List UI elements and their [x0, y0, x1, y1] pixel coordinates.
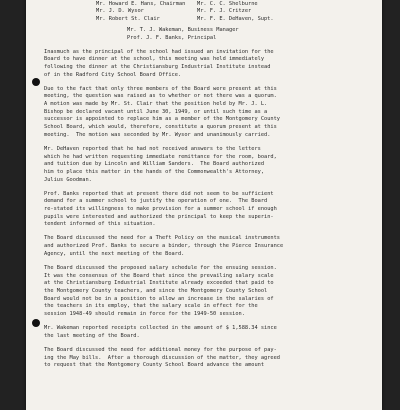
officer-line: Prof. J. F. Banks, Principal — [127, 34, 217, 41]
paragraph-line: at the Christiansburg Industrial Institute already exceeded that paid to — [44, 280, 274, 287]
member-name: Mr. Robert St. Clair — [96, 16, 160, 23]
paragraph-line: School Board, which would, therefore, constitute a quorum present at this — [44, 124, 277, 131]
paragraph-line: tendent informed of this situation. — [44, 221, 156, 228]
member-row — [44, 8, 374, 16]
paragraph-line: the Montgomery County teachers, and since the Montgomery County School — [44, 287, 268, 294]
paragraph-line: meeting. The motion was seconded by Mr. Wysor and unanimously carried. — [44, 131, 271, 138]
member-name: Mr. Howard E. Hans, Chairman — [96, 0, 186, 7]
member-name: Mr. J. D. Wysor — [96, 8, 144, 15]
paragraph-line: and authorized Prof. Banks to secure a binder, through the Pierce Insurance — [44, 243, 284, 250]
paragraph-line: Due to the fact that only three members of the Board were present at this — [44, 85, 277, 92]
paragraph-line: of in the Radford City School Board Office. — [44, 71, 182, 78]
binder-hole-mark — [32, 78, 40, 86]
paragraph-line: ing the May bills. After a thorough discussion of the matter, they agreed — [44, 354, 280, 361]
officers-list — [44, 27, 374, 42]
paragraph-line: The Board discussed the proposed salary schedule for the ensuing session. — [44, 264, 277, 271]
paragraph-line: Bishop be declared vacant until June 30, 1949, or until such time as a — [44, 108, 268, 115]
paragraph-line: Board would not be in a position to allow an increase in the salaries of — [44, 295, 274, 302]
members-list — [44, 1, 374, 24]
paragraph-line: following the dinner at the Christiansburg Industrial Institute instead — [44, 63, 271, 70]
paragraph-line: successor is appointed to replace him as a member of the Montgomery County — [44, 116, 280, 123]
minutes-body — [44, 49, 374, 370]
paragraph-line: re-stated its willingness to make provision for a summer school if enough — [44, 206, 277, 213]
member-row — [44, 1, 374, 9]
paragraph-line: the teachers in its employ, that the salary scale in effect for the — [44, 303, 258, 310]
paragraph-line: pupils were interested and authorized the principal to keep the superin- — [44, 213, 274, 220]
paragraph-line: Julius Goodman. — [44, 176, 92, 183]
binder-hole-mark — [32, 319, 40, 327]
minutes-paragraph — [44, 347, 374, 370]
paragraph-line: A motion was made by Mr. St. Clair that the position held by Mr. J. L. — [44, 101, 268, 108]
minutes-paragraph — [44, 86, 374, 140]
paragraph-line: Mr. DeHaven reported that he had not received answers to the letters — [44, 145, 261, 152]
minutes-paragraph — [44, 265, 374, 319]
member-name: Mr. F. E. DeHaven, Supt. — [197, 16, 274, 23]
minutes-paragraph — [44, 235, 374, 258]
document-page — [26, 0, 382, 410]
paragraph-line: session 1948-49 should remain in force for the 1949-50 session. — [44, 311, 245, 318]
paragraph-line: It was the consensus of the Board that since the prevailing salary scale — [44, 272, 274, 279]
member-row — [44, 16, 374, 24]
paragraph-line: Prof. Banks reported that at present there did not seem to be sufficient — [44, 190, 274, 197]
paragraph-line: him to place this matter in the hands of the Commonwealth's Attorney, — [44, 168, 265, 175]
minutes-paragraph — [44, 325, 374, 340]
paragraph-line: the last meeting of the Board. — [44, 332, 140, 339]
paragraph-line: The Board discussed the need for additional money for the purpose of pay- — [44, 346, 277, 353]
paragraph-line: demand for a summer school to justify the operation of one. The Board — [44, 198, 268, 205]
paragraph-line: which he had written requesting immediate remittance for the room, board, — [44, 153, 277, 160]
paragraph-line: Inasmuch as the principal of the school had issued an invitation for the — [44, 48, 274, 55]
minutes-paragraph — [44, 191, 374, 230]
paragraph-line: Board to have dinner at the school, this meeting was held immediately — [44, 56, 265, 63]
paragraph-line: and tuition due by Lincoln and William Sanders. The Board authorized — [44, 161, 265, 168]
member-name: Mr. C. C. Shelburne — [197, 0, 258, 7]
paragraph-line: The Board discussed the need for a Theft Policy on the musical instruments — [44, 235, 280, 242]
paragraph-line: meeting, the question was raised as to whether or not there was a quorum. — [44, 93, 277, 100]
paragraph-line: Mr. Wakeman reported receipts collected in the amount of $ 1,588.34 since — [44, 325, 277, 332]
minutes-paragraph — [44, 49, 374, 80]
paragraph-line: Agency, until the next meeting of the Board. — [44, 250, 185, 257]
minutes-paragraph — [44, 146, 374, 185]
officer-line: Mr. T. J. Wakeman, Business Manager — [127, 26, 239, 33]
paragraph-line: to request that the Montgomery County School Board advance the amount — [44, 362, 265, 369]
member-name: Mr. F. J. Critzer — [197, 8, 252, 15]
minutes-text — [44, 0, 374, 370]
